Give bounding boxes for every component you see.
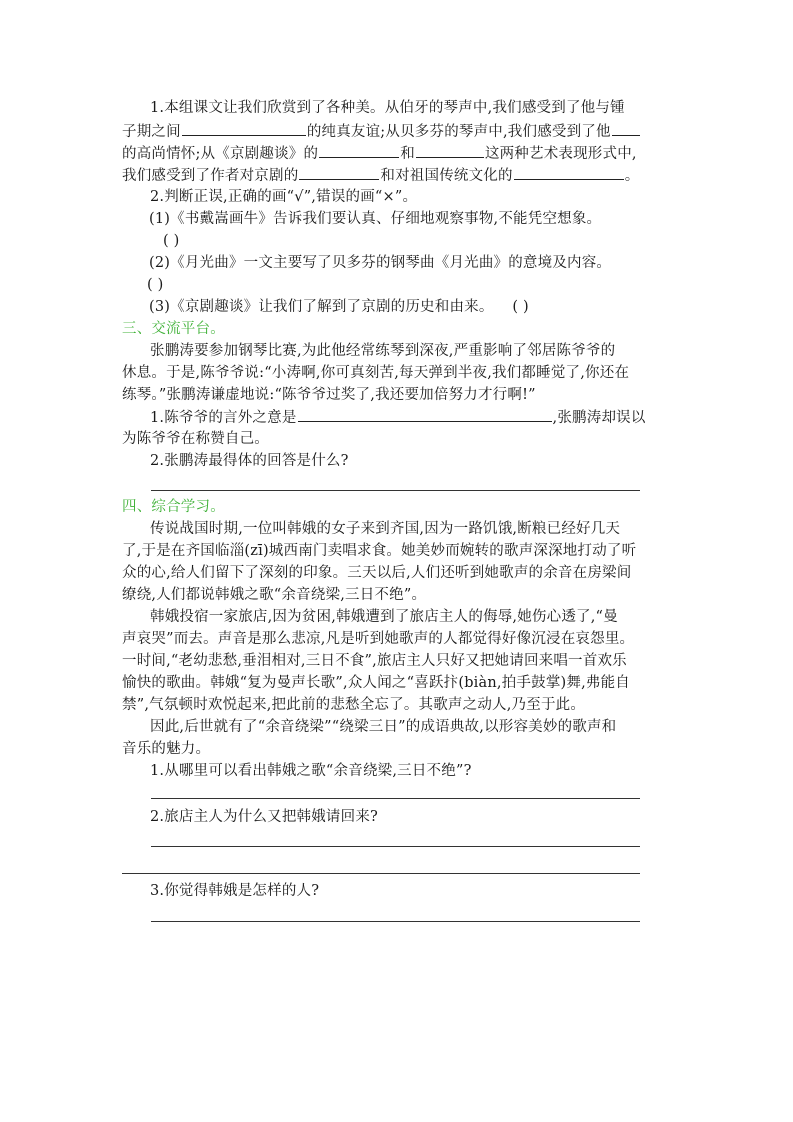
q1-text: 这两种艺术表现形式中, (484, 146, 637, 162)
s4-paragraph-line: 传说战国时期,一位叫韩娥的女子来到齐国,因为一路饥饿,断粮已经好几天 (150, 521, 621, 537)
answer-blank[interactable] (182, 120, 306, 136)
s3-paragraph-line: 练琴。”张鹏涛谦虚地说:“陈爷爷过奖了,我还要加倍努力才行啊!” (122, 387, 536, 403)
q1-text: 的纯真友谊;从贝多芬的琴声中,我们感受到了他 (306, 124, 611, 140)
q1-text: 和对祖国传统文化的 (380, 168, 513, 184)
q1-text: 子期之间 (122, 124, 181, 140)
s4-paragraph-line: 因此,后世就有了“余音绕梁”“绕梁三日”的成语典故,以形容美妙的歌声和 (150, 719, 617, 735)
s4-paragraph-line: 禁”,气氛顿时欢悦起来,把此前的悲愁全忘了。其歌声之动人,乃至于此。 (122, 697, 586, 713)
answer-blank[interactable] (298, 406, 552, 422)
section-4-heading: 四、综合学习。 (122, 499, 225, 515)
s4-paragraph-line: 了,于是在齐国临淄(zī)城西南门卖唱求食。她美妙而婉转的歌声深深地打动了听 (122, 543, 637, 559)
s4-paragraph-line: 一时间,“老幼悲愁,垂泪相对,三日不食”,旅店主人只好又把她请回来唱一首欢乐 (122, 653, 627, 669)
q1-line-1: 1.本组课文让我们欣赏到了各种美。从伯牙的琴声中,我们感受到了他与锺 (150, 100, 625, 116)
judge-paren-3[interactable]: ( ) (512, 299, 529, 315)
s3-paragraph-line: 休息。于是,陈爷爷说:“小涛啊,你可真刻苦,每天弹到半夜,我们都睡觉了,你还在 (122, 365, 630, 381)
q1-text: 。 (624, 168, 640, 184)
answer-line[interactable] (151, 798, 640, 799)
s4-paragraph-line: 众的心,给人们留下了深刻的印象。三天以后,人们还听到她歌声的余音在房梁间 (122, 565, 632, 581)
judge-item-3 (149, 296, 529, 318)
q1-line-3 (122, 142, 637, 165)
answer-line[interactable] (151, 846, 640, 847)
q1-text: 我们感受到了作者对京剧的 (122, 168, 299, 184)
answer-blank[interactable] (416, 142, 484, 158)
q1-text: 和 (400, 146, 415, 162)
s3-q1-text: ,张鹏涛却误以 (552, 410, 646, 426)
answer-blank[interactable] (514, 164, 624, 180)
q1-text: 的高尚情怀;从《京剧趣谈》的 (122, 146, 319, 162)
judge-item-2: (2)《月光曲》一文主要写了贝多芬的钢琴曲《月光曲》的意境及内容。 (149, 255, 612, 271)
s3-q2: 2.张鹏涛最得体的回答是什么? (150, 453, 349, 469)
q1-line-2 (122, 120, 641, 143)
judge-item-3-text: (3)《京剧趣谈》让我们了解到了京剧的历史和由来。 (149, 299, 494, 315)
judge-item-1: (1)《书戴嵩画牛》告诉我们要认真、仔细地观察事物,不能凭空想象。 (149, 211, 602, 227)
answer-blank[interactable] (299, 164, 379, 180)
answer-line[interactable] (122, 873, 640, 874)
s4-q2: 2.旅店主人为什么又把韩娥请回来? (150, 809, 379, 825)
s3-q1 (150, 406, 646, 429)
s3-q1-text: 1.陈爷爷的言外之意是 (150, 410, 297, 426)
s4-q3: 3.你觉得韩娥是怎样的人? (150, 883, 320, 899)
answer-line[interactable] (151, 490, 640, 491)
judge-paren-1[interactable]: ( ) (163, 233, 180, 249)
answer-blank[interactable] (319, 142, 399, 158)
s3-q1-cont: 为陈爷爷在称赞自己。 (122, 431, 269, 447)
s4-paragraph-line: 韩娥投宿一家旅店,因为贫困,韩娥遭到了旅店主人的侮辱,她伤心透了,“曼 (150, 609, 618, 625)
q1-line-4 (122, 164, 639, 187)
section-3-heading: 三、交流平台。 (122, 321, 225, 337)
answer-blank[interactable] (612, 120, 640, 136)
s4-paragraph-line: 音乐的魅力。 (122, 741, 211, 757)
s3-paragraph-line: 张鹏涛要参加钢琴比赛,为此他经常练琴到深夜,严重影响了邻居陈爷爷的 (150, 343, 616, 359)
s4-paragraph-line: 缭绕,人们都说韩娥之歌“余音绕梁,三日不绝”。 (122, 587, 427, 603)
answer-line[interactable] (151, 921, 640, 922)
q2-instruction: 2.判断正误,正确的画“√”,错误的画“×”。 (150, 189, 418, 205)
s4-paragraph-line: 愉快的歌曲。韩娥“复为曼声长歌”,众人闻之“喜跃抃(biàn,拍手鼓掌)舞,弗能自 (122, 675, 630, 691)
s4-q1: 1.从哪里可以看出韩娥之歌“余音绕梁,三日不绝”? (150, 763, 472, 779)
judge-paren-2[interactable]: ( ) (147, 277, 164, 293)
s4-paragraph-line: 声哀哭”而去。声音是那么悲凉,凡是听到她歌声的人都觉得好像沉浸在哀怨里。 (122, 631, 635, 647)
